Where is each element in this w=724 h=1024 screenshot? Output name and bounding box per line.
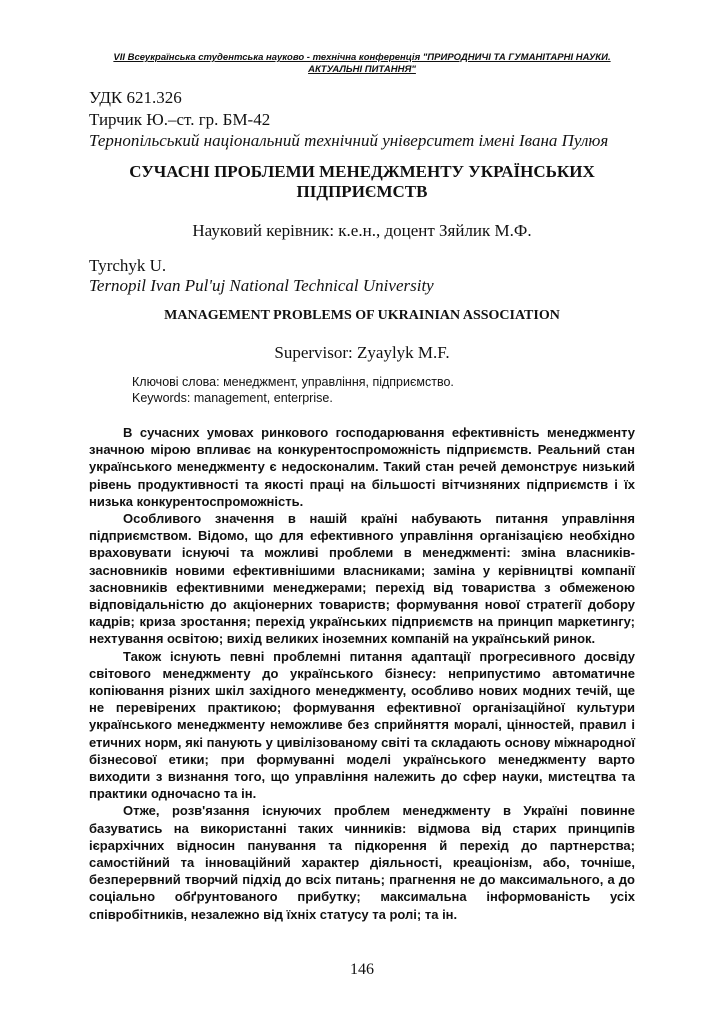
paragraph: Також існують певні проблемні питання адаптації прогресивного досвіду світового менеджменту до українського бізнесу: неприпустимо автоматичне копіювання різних шкіл західного менеджменту, особливо нових модних течій, ще не перевірених практикою; формування ефективної організаційної культури українського менеджменту неможливе без сприйняття моралі, цінностей, правил і етичних норм, які панують у цивілізованому світі та складають основу міжнародної бізнесової етики; при формуванні моделі українського менеджменту варто виходити з визнання того, що управління належить до сфер науки, мистецтва та практики одночасно та ін. bbox=[89, 648, 635, 802]
title-ua: СУЧАСНІ ПРОБЛЕМИ МЕНЕДЖМЕНТУ УКРАЇНСЬКИХ ПІДПРИЄМСТВ bbox=[129, 162, 595, 201]
keywords-en: Keywords: management, enterprise. bbox=[132, 391, 333, 405]
body-text bbox=[89, 424, 635, 923]
udc-code: УДК 621.326 bbox=[89, 88, 182, 107]
running-header: VII Всеукраїнська студентська науково - технічна конференція "ПРИРОДНИЧІ ТА ГУМАНІТАРНІ НАУКИ. АКТУАЛЬНІ ПИТАННЯ" bbox=[113, 52, 611, 75]
title-en: MANAGEMENT PROBLEMS OF UKRAINIAN ASSOCIATION bbox=[164, 308, 560, 323]
supervisor-ua: Науковий керівник: к.е.н., доцент Зяйлик М.Ф. bbox=[192, 221, 532, 240]
paragraph: Особливого значення в нашій країні набувають питання управління підприємством. Відомо, що для ефективного управління організацією необхідно враховувати існуючі та можливі проблеми в менеджменті: зміна власників-засновників новими ефективнішими власниками; заміна у керівництві компанії засновників ефективними менеджерами; перехід від товариства з обмеженою відповідальністю до акціонерних товариств; формування нової стратегії добору кадрів; криза зростання; перехід українських підприємств на принцип маркетингу; нехтування освітою; вихід великих іноземних компаній на український ринок. bbox=[89, 511, 635, 647]
supervisor-en: Supervisor: Zyaylyk M.F. bbox=[274, 343, 450, 362]
paragraph: В сучасних умовах ринкового господарювання ефективність менеджменту значною мірою впливає на конкурентоспроможність підприємств. Реальний стан українського менеджменту є недосконалим. Такий стан речей демонструє низький рівень продуктивності та якості праці на більшості вітчизняних підприємств і їх низька конкурентоспроможність. bbox=[89, 425, 635, 509]
page-number: 146 bbox=[350, 961, 374, 978]
affiliation-en: Ternopil Ivan Pul'uj National Technical University bbox=[89, 276, 434, 295]
affiliation-ua: Тернопільський національний технічний університет імені Івана Пулюя bbox=[89, 131, 609, 150]
paragraph: Отже, розв'язання існуючих проблем менеджменту в Україні повинне базуватись на використанні таких чинників: відмова від старих принципів ієрархічних відносин панування та підкорення й перехід до партнерства; самостійний та інноваційний характер діяльності, креаціонізм, або, точніше, безперервний творчий підхід до всіх питань; прагнення не до максимального, а до соціально обґрунтованого прибутку; максимальна інформованість усіх співробітників, незалежно від їхніх статусу та ролі; та ін. bbox=[89, 803, 635, 922]
author-ua: Тирчик Ю.–ст. гр. БМ-42 bbox=[89, 110, 271, 129]
keywords-ua: Ключові слова: менеджмент, управління, підприємство. bbox=[132, 375, 454, 389]
author-en: Tyrchyk U. bbox=[89, 256, 167, 275]
